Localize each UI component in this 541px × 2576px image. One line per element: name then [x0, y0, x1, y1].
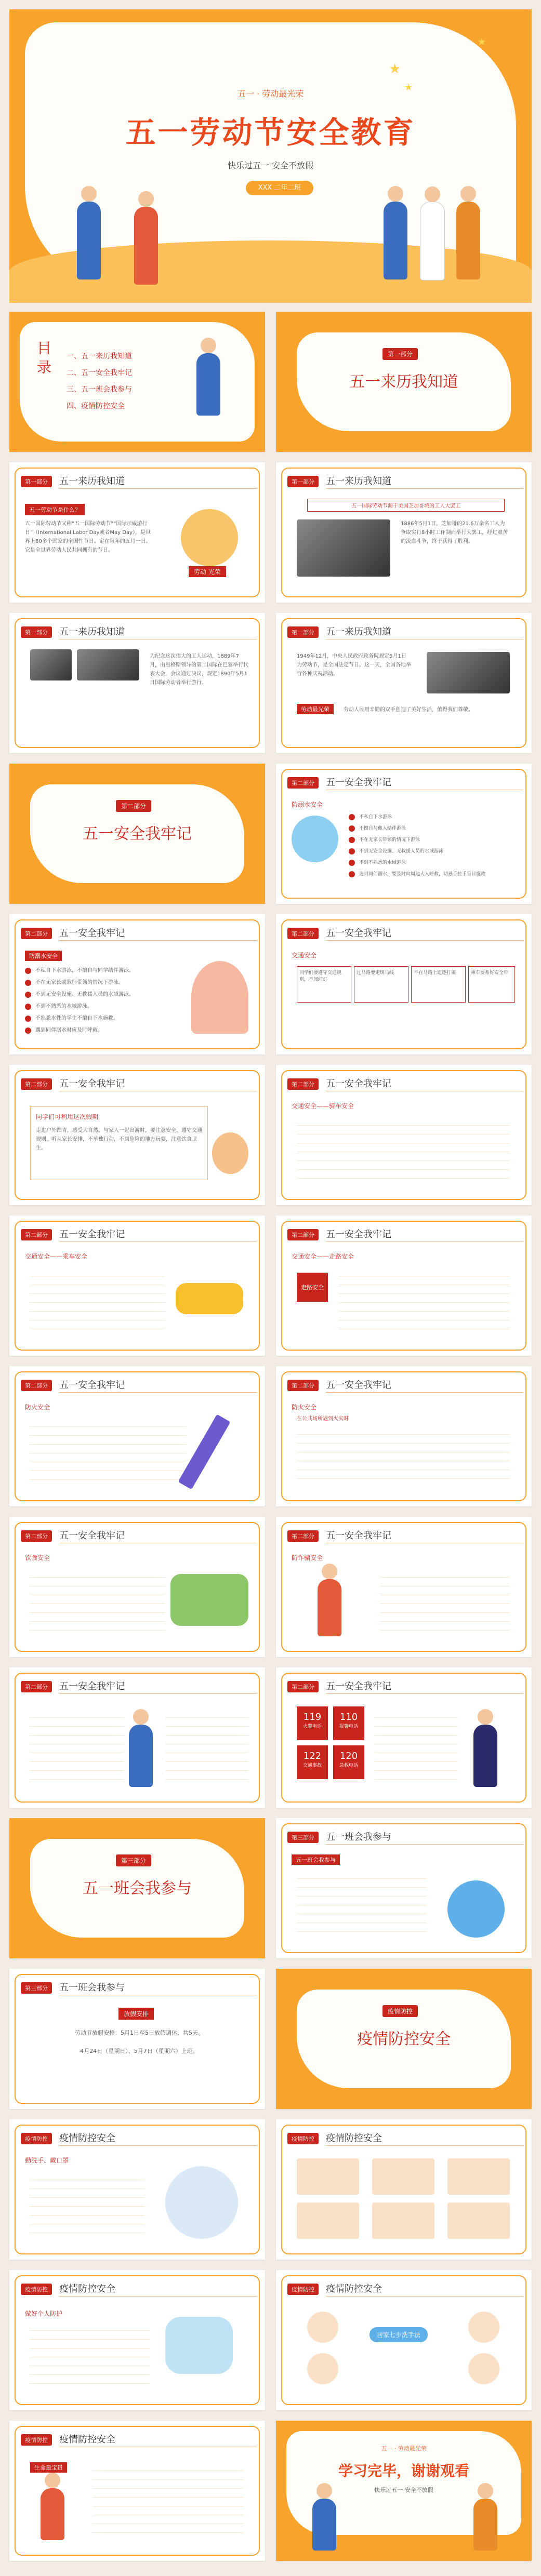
slide-head: 防溺水安全	[25, 951, 62, 961]
slide-title: 疫情防控安全	[59, 2284, 115, 2294]
safety-list	[25, 966, 181, 1038]
slide-head: 勤洗手、戴口罩	[25, 2157, 69, 2164]
slide-safety-10	[9, 1517, 265, 1657]
slide-title: 五一安全我牢记	[59, 1229, 125, 1240]
list-item: 不私自下水游泳	[359, 815, 392, 820]
part-tag: 第二部分	[287, 1380, 319, 1391]
slide-safety-2	[9, 914, 265, 1055]
list-item: 不私自下水游泳，不擅自与同学结伴游泳。	[35, 968, 134, 973]
emergency-number: 120 急救电话	[333, 1745, 364, 1779]
list-item: 不到无安全设施、无救援人员的水域游泳。	[35, 992, 134, 997]
handwash-step-icon	[307, 2353, 338, 2384]
slide-meeting-2	[9, 1969, 265, 2109]
closing-kicker: 五一 · 劳动最光荣	[381, 2445, 427, 2452]
child-illustration	[191, 961, 248, 1034]
slide-head: 防火安全	[292, 1404, 317, 1411]
part-tag: 第二部分	[21, 1078, 52, 1090]
slide-title: 五一班会我参与	[326, 1832, 391, 1843]
cover-class-pill: XXX 二年二班	[246, 181, 313, 195]
slide-title: 五一来历我知道	[59, 626, 125, 637]
list-item: 不到无安全设施、无救援人员的水域游泳	[359, 849, 444, 854]
section-tag: 第二部分	[116, 800, 151, 812]
text-lines	[30, 2322, 150, 2390]
slide-history-3	[9, 613, 265, 753]
list-item: 不擅自与他人结伴游泳	[359, 826, 406, 831]
toc-item[interactable]: 四、疫情防控安全	[67, 402, 125, 410]
title-rule	[326, 940, 523, 941]
title-rule	[59, 940, 257, 941]
section-title: 五一来历我知道	[349, 373, 458, 391]
title-rule	[326, 488, 523, 489]
slide-section-2	[9, 764, 265, 904]
slide-head: 饮食安全	[25, 1554, 50, 1561]
title-rule	[59, 2296, 257, 2297]
slide-title: 五一安全我牢记	[326, 928, 391, 939]
slide-title: 五一安全我牢记	[326, 1380, 391, 1391]
illustration-card	[447, 2203, 510, 2239]
section-tag: 第三部分	[116, 1854, 151, 1866]
part-tag: 第二部分	[287, 1530, 319, 1542]
part-tag: 第二部分	[287, 1681, 319, 1692]
slide-head: 交通安全——走路安全	[292, 1253, 354, 1260]
text-lines	[30, 1418, 186, 1486]
worker-figure	[473, 2499, 497, 2551]
slide-safety-8	[9, 1366, 265, 1506]
slide-head: 交通安全——骑车安全	[292, 1102, 354, 1110]
slide-text: 1886年5月1日，芝加哥的21.6万余名工人为争取实行8小时工作制而举行大罢工，经过艰苦的流血斗争，终于获得了胜利。	[401, 521, 508, 544]
slide-head: 五一班会我参与	[292, 1854, 340, 1865]
swimming-illustration	[292, 816, 338, 862]
text-lines	[30, 1709, 124, 1782]
text-lines	[297, 1870, 427, 1938]
slide-title: 五一安全我牢记	[326, 1078, 391, 1089]
slide-safety-5	[276, 1065, 532, 1205]
worker-figure	[77, 202, 101, 279]
closing-title: 学习完毕，谢谢观看	[338, 2462, 469, 2479]
part-tag: 第一部分	[21, 626, 52, 638]
illustration-card	[297, 2158, 359, 2195]
cover-title: 五一劳动节安全教育	[125, 115, 416, 150]
section-tag: 疫情防控	[382, 2005, 418, 2017]
spray-illustration	[165, 2317, 233, 2374]
handwash-step-icon	[307, 2312, 338, 2343]
toc-list	[67, 348, 132, 415]
text-lines	[30, 2171, 144, 2239]
slide-title: 五一安全我牢记	[326, 1229, 391, 1240]
text-lines	[380, 1569, 510, 1636]
list-item: 不在无家长或教师带领的情况下游泳。	[35, 980, 124, 985]
doctor-figure	[420, 202, 445, 281]
doctor-illustration	[165, 2166, 238, 2239]
star-icon: ★	[477, 35, 486, 48]
closing-subtitle: 快乐过五一 安全不放假	[374, 2487, 433, 2493]
slide-head: 交通安全——乘车安全	[25, 1253, 88, 1260]
slide-title: 五一来历我知道	[59, 476, 125, 487]
slide-title: 五一安全我牢记	[59, 1380, 125, 1391]
slide-text: 五一国际劳动节又称“五一国际劳动节”“国际示威游行日”（International Labor Day或者May Day），是世界上80多个国家的全国性节日。定在每年的五月一日。它是全世界劳动人民共同拥有的节日。	[25, 521, 151, 553]
slide-head: 防溺水安全	[292, 801, 323, 808]
slide-badge: 五一劳动节是什么？	[25, 504, 85, 515]
text-card	[30, 1106, 208, 1180]
title-rule	[59, 488, 257, 489]
slide-title: 疫情防控安全	[326, 2133, 382, 2144]
part-tag: 第二部分	[287, 1078, 319, 1090]
slide-title: 五一安全我牢记	[59, 1078, 125, 1089]
section-title: 五一班会我参与	[83, 1879, 192, 1898]
history-photo	[77, 649, 139, 680]
title-rule	[59, 1392, 257, 1393]
slide-epidemic-1	[9, 2119, 265, 2260]
title-rule	[326, 1693, 523, 1694]
slide-title: 五一安全我牢记	[59, 1681, 125, 1692]
section-title: 五一安全我牢记	[83, 825, 192, 843]
part-tag: 第二部分	[21, 928, 52, 939]
title-rule	[59, 2145, 257, 2146]
slide-head: 防火安全	[25, 1404, 50, 1411]
toc-item[interactable]: 三、五一班会我参与	[67, 385, 132, 394]
slide-history-2	[276, 462, 532, 603]
part-tag: 第一部分	[287, 626, 319, 638]
slide-badge: 走路安全	[297, 1273, 328, 1302]
slide-title: 疫情防控安全	[326, 2284, 382, 2294]
slide-closing	[276, 2421, 532, 2561]
emergency-number: 110 报警电话	[333, 1706, 364, 1740]
slide-text-2: 4月24日（星期日）、5月7日（星期六）上班。	[80, 2048, 199, 2054]
title-rule	[326, 2145, 523, 2146]
part-tag: 第一部分	[287, 476, 319, 487]
worker-figure	[312, 2499, 336, 2551]
part-tag: 第三部分	[287, 1832, 319, 1843]
slide-head: 做好个人防护	[25, 2310, 63, 2317]
slide-safety-3	[276, 914, 532, 1055]
slide-safety-9	[276, 1366, 532, 1506]
list-item: 不到不熟悉的水域游泳。	[35, 1004, 93, 1009]
list-item: 遇到同伴溺水，要及时向周边大人呼救，切忌手拉手盲目施救	[359, 872, 486, 877]
slide-safety-6	[9, 1216, 265, 1356]
slide-text: 为纪念这次伟大的工人运动，1889年7月，由恩格斯领导的第二国际在巴黎举行代表大会，会议通过决议，规定1890年5月1日国际劳动者举行游行。	[150, 653, 248, 686]
illustration-card	[372, 2203, 434, 2239]
illustration-card	[372, 2158, 434, 2195]
slide-title: 五一安全我牢记	[326, 777, 391, 788]
part-tag: 疫情防控	[287, 2284, 319, 2295]
emergency-number: 122 交通事故	[297, 1745, 328, 1779]
tip-box: 不在马路上追逐打闹	[411, 966, 466, 1003]
illustration-card	[297, 2203, 359, 2239]
text-lines	[30, 1569, 165, 1636]
list-item: 不在无家长带领的情况下游泳	[359, 837, 420, 843]
slide-badge: 生命最宝贵	[30, 2462, 67, 2473]
slide-text-2: 劳动人民用辛勤的双手创造了美好生活，值得我们尊敬。	[344, 707, 473, 713]
handwash-step-icon	[468, 2312, 499, 2343]
slide-title: 五一安全我牢记	[326, 1681, 391, 1692]
part-tag: 第二部分	[21, 1229, 52, 1240]
title-rule	[326, 2296, 523, 2297]
worker-figure	[196, 353, 220, 416]
tip-box: 同学们要遵守交通规则，不闯红灯	[297, 966, 351, 1003]
slide-epidemic-3	[9, 2270, 265, 2410]
text-lines	[297, 1117, 510, 1184]
slide-safety-13	[276, 1667, 532, 1808]
slide-title: 疫情防控安全	[59, 2434, 115, 2445]
slide-badge: 五一国际劳动节源于美国芝加哥城的工人大罢工	[307, 499, 505, 512]
text-lines	[375, 1709, 458, 1782]
slide-section-1	[276, 312, 532, 452]
slide-title: 五一安全我牢记	[59, 1530, 125, 1541]
text-lines	[165, 1709, 248, 1782]
tip-box: 过马路要走斑马线	[354, 966, 408, 1003]
child-figure	[129, 1725, 153, 1787]
slide-history-4	[276, 613, 532, 753]
slide-epidemic-4	[276, 2270, 532, 2410]
slide-history-1	[9, 462, 265, 603]
part-tag: 第二部分	[287, 1229, 319, 1240]
part-tag: 第二部分	[21, 1530, 52, 1542]
slide-safety-7	[276, 1216, 532, 1356]
section-title: 疫情防控安全	[357, 2030, 451, 2048]
title-rule	[326, 1392, 523, 1393]
title-rule	[326, 1844, 523, 1845]
star-icon: ★	[404, 82, 413, 93]
cover-subtitle: 快乐过五一 安全不放假	[227, 161, 314, 170]
title-rule	[59, 1693, 257, 1694]
toc-item[interactable]: 二、五一安全我牢记	[67, 369, 132, 377]
cover-slide	[9, 9, 532, 303]
history-photo	[427, 652, 510, 693]
handwash-step-icon	[468, 2353, 499, 2384]
part-tag: 第二部分	[21, 1681, 52, 1692]
slide-epidemic-5	[9, 2421, 265, 2561]
part-tag: 第二部分	[287, 928, 319, 939]
slide-title: 五一安全我牢记	[59, 928, 125, 939]
illustration-card	[447, 2158, 510, 2195]
text-lines	[30, 1267, 165, 1335]
star-icon: ★	[389, 61, 401, 77]
worker-figure	[456, 202, 480, 279]
labor-label: 劳动 光荣	[189, 566, 226, 577]
history-photo	[297, 519, 390, 577]
emergency-number: 119 火警电话	[297, 1706, 328, 1740]
part-tag: 疫情防控	[21, 2434, 52, 2446]
slide-head: 防诈骗安全	[292, 1554, 323, 1561]
cover-kicker: 五一 · 劳动最光荣	[237, 89, 304, 99]
handwash-badge: 居家七步洗手法	[370, 2327, 428, 2342]
slide-title: 五一来历我知道	[326, 626, 391, 637]
part-tag: 第二部分	[287, 777, 319, 789]
teacher-figure	[318, 1579, 341, 1636]
list-item: 遇到同伴溺水时应及时呼救。	[35, 1027, 103, 1033]
slide-safety-11	[276, 1517, 532, 1657]
food-illustration	[170, 1574, 248, 1626]
safety-list	[349, 813, 520, 882]
worker-figure	[384, 202, 407, 279]
toc-item[interactable]: 一、五一来历我知道	[67, 352, 132, 361]
tip-box: 乘车要系好安全带	[468, 966, 515, 1003]
child-illustration	[212, 1132, 248, 1174]
slide-toc	[9, 312, 265, 452]
slide-text: 1949年12月，中央人民政府政务院规定5月1日为劳动节，是全国法定节日。这一天，全国各地举行各种庆祝活动。	[297, 653, 411, 677]
car-illustration	[176, 1283, 243, 1314]
slide-text: 走进户外踏青，感受大自然。与家人一起出游时，要注意安全，遵守交通规则，听从家长安排，不单独行动，不到危险的地方玩耍，注意饮食卫生。	[36, 1128, 202, 1151]
part-tag: 第二部分	[21, 1380, 52, 1391]
worker-illustration	[181, 509, 238, 566]
slide-title: 五一安全我牢记	[326, 1530, 391, 1541]
text-lines	[93, 2462, 243, 2540]
slide-safety-4	[9, 1065, 265, 1205]
history-photo	[30, 649, 72, 680]
text-lines	[338, 1267, 510, 1335]
slide-title: 疫情防控安全	[59, 2133, 115, 2144]
slide-section-3	[9, 1818, 265, 1958]
slide-badge: 放假安排	[118, 2008, 154, 2020]
text-lines	[297, 1426, 510, 1486]
slide-text: 劳动节放假安排：5月1日至5日放假调休，共5天。	[75, 2030, 204, 2036]
worker-figure	[134, 207, 158, 285]
slide-head: 同学们可利用这次假期	[36, 1113, 99, 1120]
slide-safety-1	[276, 764, 532, 904]
list-item: 不到不熟悉的水域游泳	[359, 860, 406, 865]
slide-safety-12	[9, 1667, 265, 1808]
part-tag: 疫情防控	[21, 2284, 52, 2295]
part-tag: 第一部分	[21, 476, 52, 487]
slide-subhead: 在公共场所遇到火灾时	[297, 1416, 349, 1422]
woman-figure	[41, 2488, 64, 2540]
slide-section-4	[276, 1969, 532, 2109]
list-item: 不熟悉水性的学生不擅自下水施救。	[35, 1016, 118, 1021]
toc-title: 目 录	[35, 340, 52, 374]
slide-badge: 劳动最光荣	[297, 704, 334, 714]
globe-illustration	[447, 1880, 505, 1938]
slide-title: 五一来历我知道	[326, 476, 391, 487]
woman-figure	[473, 1725, 497, 1787]
slide-title: 五一班会我参与	[59, 1982, 125, 1993]
part-tag: 第三部分	[21, 1982, 52, 1994]
slide-epidemic-2	[276, 2119, 532, 2260]
part-tag: 疫情防控	[21, 2133, 52, 2144]
slide-head: 交通安全	[292, 952, 317, 959]
slide-meeting-1	[276, 1818, 532, 1958]
section-tag: 第一部分	[382, 348, 418, 360]
part-tag: 疫情防控	[287, 2133, 319, 2144]
